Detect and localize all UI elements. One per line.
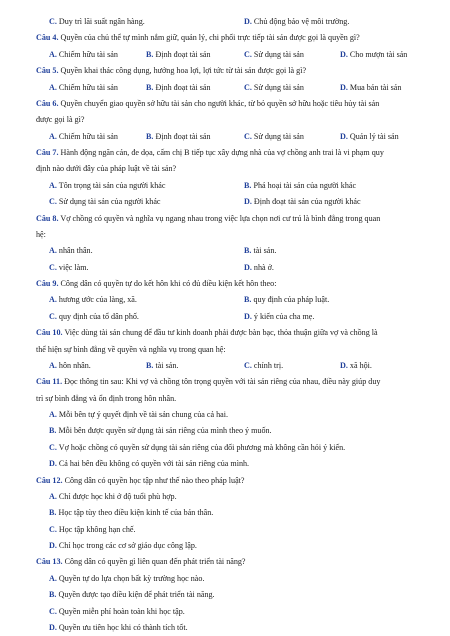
answer-option (244, 16, 349, 27)
text-line (36, 393, 176, 404)
answer-option (49, 49, 118, 60)
option-letter: D. (340, 83, 348, 92)
option-text: chính trị. (253, 361, 284, 370)
answer-option (49, 82, 118, 93)
option-letter: B. (146, 83, 154, 92)
option-letter: D. (244, 312, 252, 321)
answer-option (49, 540, 197, 551)
option-letter: A. (49, 132, 57, 141)
option-text: quy định của pháp luật. (253, 295, 330, 304)
option-text: Quyền tự do lựa chọn bất kỳ trường học nào. (58, 574, 205, 583)
option-letter: A. (49, 361, 57, 370)
option-letter: C. (49, 607, 57, 616)
question-line (36, 32, 360, 43)
option-letter: C. (244, 132, 252, 141)
option-text: Sử dụng tài sản (253, 83, 304, 92)
option-letter: B. (244, 181, 252, 190)
option-text: Tôn trọng tài sản của người khác (58, 181, 166, 190)
option-letter: A. (49, 246, 57, 255)
answer-option (244, 262, 274, 273)
option-text: Mỗi bên tự ý quyết định về tài sản chung của cả hai. (58, 410, 229, 419)
answer-option (49, 16, 145, 27)
question-text: Quyền chuyển giao quyền sở hữu tài sản cho người khác, từ bỏ quyền sở hữu hoặc tiêu hủy tài sản (60, 99, 380, 108)
question-line (36, 475, 245, 486)
option-text: Cho mượn tài sản (349, 50, 408, 59)
question-line (36, 327, 378, 338)
option-text: việc làm. (58, 263, 89, 272)
question-number: Câu 4. (36, 33, 59, 42)
question-line (36, 98, 379, 109)
answer-option (49, 262, 89, 273)
question-line (36, 213, 380, 224)
option-letter: D. (244, 263, 252, 272)
continuation-text: trì sự bình đẳng và ổn định trong hôn nhân. (36, 394, 177, 403)
option-letter: B. (49, 508, 57, 517)
answer-option (340, 49, 407, 60)
answer-option (49, 360, 91, 371)
option-text: Định đoạt tài sản (155, 83, 211, 92)
question-number: Câu 6. (36, 99, 59, 108)
continuation-text: được gọi là gì? (36, 115, 85, 124)
answer-option (244, 311, 314, 322)
option-text: Định đoạt tài sản (155, 50, 211, 59)
option-letter: A. (49, 295, 57, 304)
answer-option (49, 589, 215, 600)
option-text: tài sản. (253, 246, 277, 255)
option-text: ý kiến của cha mẹ. (253, 312, 315, 321)
question-number: Câu 8. (36, 214, 59, 223)
continuation-text: định nào dưới đây của pháp luật về tài sản? (36, 164, 177, 173)
question-line (36, 556, 246, 567)
option-text: Sử dụng tài sản (253, 50, 304, 59)
answer-option (244, 49, 304, 60)
option-text: Định đoạt tài sản (155, 132, 211, 141)
option-text: quy định của tổ dân phố. (58, 312, 139, 321)
option-text: Chỉ được học khi ở độ tuổi phù hợp. (58, 492, 177, 501)
option-text: Học tập tùy theo điều kiện kinh tế của bản thân. (58, 508, 214, 517)
question-line (36, 376, 380, 387)
answer-option (49, 245, 93, 256)
option-letter: C. (244, 50, 252, 59)
question-number: Câu 12. (36, 476, 63, 485)
option-letter: D. (49, 459, 57, 468)
option-text: Sử dụng tài sản của người khác (58, 197, 161, 206)
question-text: Quyền khai thác công dụng, hưởng hoa lợi, lợi tức từ tài sản được gọi là gì? (60, 66, 307, 75)
answer-option (244, 131, 304, 142)
answer-option (244, 180, 356, 191)
question-text: Đọc thông tin sau: Khi vợ và chồng tôn trọng quyền với tài sản riêng của nhau, điều này giúp duy (64, 377, 381, 386)
option-text: Quyền được tạo điều kiện để phát triển tài năng. (58, 590, 215, 599)
option-text: Quyền miễn phí hoàn toàn khi học tập. (58, 607, 185, 616)
option-text: Duy trì lãi suất ngân hàng. (58, 17, 145, 26)
question-line (36, 278, 276, 289)
option-letter: B. (146, 50, 154, 59)
option-letter: C. (49, 263, 57, 272)
question-text: Công dân có quyền gì liên quan đến phát triển tài năng? (64, 557, 246, 566)
text-line (36, 163, 176, 174)
option-letter: C. (49, 312, 57, 321)
option-letter: B. (146, 361, 154, 370)
option-letter: A. (49, 83, 57, 92)
option-text: Mua bán tài sản (349, 83, 402, 92)
answer-option (49, 606, 185, 617)
answer-option (49, 442, 345, 453)
answer-option (244, 360, 283, 371)
option-letter: C. (49, 525, 57, 534)
option-text: Học tập không hạn chế. (58, 525, 136, 534)
question-number: Câu 5. (36, 66, 59, 75)
option-letter: D. (340, 50, 348, 59)
option-letter: A. (49, 410, 57, 419)
option-text: Chỉ học trong các cơ sở giáo dục công lập. (58, 541, 197, 550)
answer-option (49, 507, 213, 518)
option-letter: B. (244, 295, 252, 304)
question-text: Hành động ngăn cản, đe dọa, cấm chị B tiếp tục xây dựng nhà của vợ chồng anh trai là vi phạm quy (60, 148, 384, 157)
continuation-text: thể hiện sự bình đẳng về quyền và nghĩa vụ trong quan hệ: (36, 345, 226, 354)
question-number: Câu 13. (36, 557, 63, 566)
answer-option (49, 524, 136, 535)
answer-option (146, 49, 211, 60)
option-text: Chiếm hữu tài sản (58, 132, 118, 141)
option-text: nhà ở. (253, 263, 274, 272)
option-text: Phá hoại tài sản của người khác (253, 181, 357, 190)
answer-option (244, 294, 329, 305)
question-text: Công dân có quyền học tập như thế nào theo pháp luật? (64, 476, 245, 485)
answer-option (146, 360, 178, 371)
option-text: Quyền ưu tiên học khi có thành tích tốt. (58, 623, 188, 632)
option-letter: D. (244, 17, 252, 26)
option-text: Mỗi bên được quyền sử dụng tài sản riêng của mình theo ý muốn. (58, 426, 272, 435)
answer-option (340, 360, 372, 371)
option-text: Vợ hoặc chồng có quyền sử dụng tài sản riêng của đối phương mà không cần hỏi ý kiến. (58, 443, 346, 452)
option-letter: A. (49, 50, 57, 59)
option-letter: D. (340, 361, 348, 370)
option-text: tài sản. (155, 361, 179, 370)
answer-option (49, 458, 249, 469)
option-text: xã hội. (349, 361, 372, 370)
answer-option (340, 82, 401, 93)
option-letter: D. (49, 541, 57, 550)
option-letter: D. (244, 197, 252, 206)
option-letter: B. (146, 132, 154, 141)
question-line (36, 147, 384, 158)
option-text: hôn nhân. (58, 361, 91, 370)
option-letter: C. (49, 197, 57, 206)
option-text: hương ước của làng, xã. (58, 295, 137, 304)
question-number: Câu 11. (36, 377, 63, 386)
answer-option (49, 196, 161, 207)
answer-option (49, 180, 165, 191)
question-number: Câu 10. (36, 328, 63, 337)
answer-option (49, 491, 177, 502)
question-line (36, 65, 306, 76)
option-letter: B. (49, 590, 57, 599)
option-text: nhân thân. (58, 246, 93, 255)
answer-option (244, 82, 304, 93)
option-text: Quản lý tài sản (349, 132, 399, 141)
option-letter: C. (49, 17, 57, 26)
question-text: Công dân có quyền tự do kết hôn khi có đủ điều kiện kết hôn theo: (60, 279, 277, 288)
question-number: Câu 7. (36, 148, 59, 157)
option-letter: D. (49, 623, 57, 632)
question-number: Câu 9. (36, 279, 59, 288)
option-text: Sử dụng tài sản (253, 132, 304, 141)
option-letter: D. (340, 132, 348, 141)
answer-option (146, 131, 211, 142)
option-text: Chiếm hữu tài sản (58, 50, 118, 59)
answer-option (49, 409, 228, 420)
text-line (36, 229, 46, 240)
option-letter: A. (49, 574, 57, 583)
option-text: Chiếm hữu tài sản (58, 83, 118, 92)
option-letter: B. (244, 246, 252, 255)
answer-option (49, 294, 137, 305)
option-letter: A. (49, 181, 57, 190)
answer-option (49, 573, 204, 584)
answer-option (146, 82, 211, 93)
answer-option (49, 311, 139, 322)
continuation-text: hệ: (36, 230, 46, 239)
question-text: Vợ chồng có quyền và nghĩa vụ ngang nhau trong việc lựa chọn nơi cư trú là bình đẳng trong quan (60, 214, 381, 223)
question-text: Quyền của chủ thể tự mình nắm giữ, quản lý, chi phối trực tiếp tài sản được gọi là quyền gì? (60, 33, 360, 42)
option-text: Chủ động bảo vệ môi trường. (253, 17, 350, 26)
option-letter: A. (49, 492, 57, 501)
text-line (36, 114, 84, 125)
answer-option (244, 196, 361, 207)
option-letter: C. (244, 361, 252, 370)
answer-option (49, 131, 118, 142)
answer-option (49, 622, 188, 633)
answer-option (49, 425, 272, 436)
answer-option (340, 131, 399, 142)
answer-option (244, 245, 276, 256)
option-letter: C. (49, 443, 57, 452)
text-line (36, 344, 226, 355)
option-text: Cả hai bên đều không có quyền với tài sản riêng của mình. (58, 459, 250, 468)
option-text: Định đoạt tài sản của người khác (253, 197, 361, 206)
option-letter: C. (244, 83, 252, 92)
question-text: Việc dùng tài sản chung để đầu tư kinh doanh phải được bàn bạc, thỏa thuận giữa vợ và chồng là (64, 328, 378, 337)
option-letter: B. (49, 426, 57, 435)
